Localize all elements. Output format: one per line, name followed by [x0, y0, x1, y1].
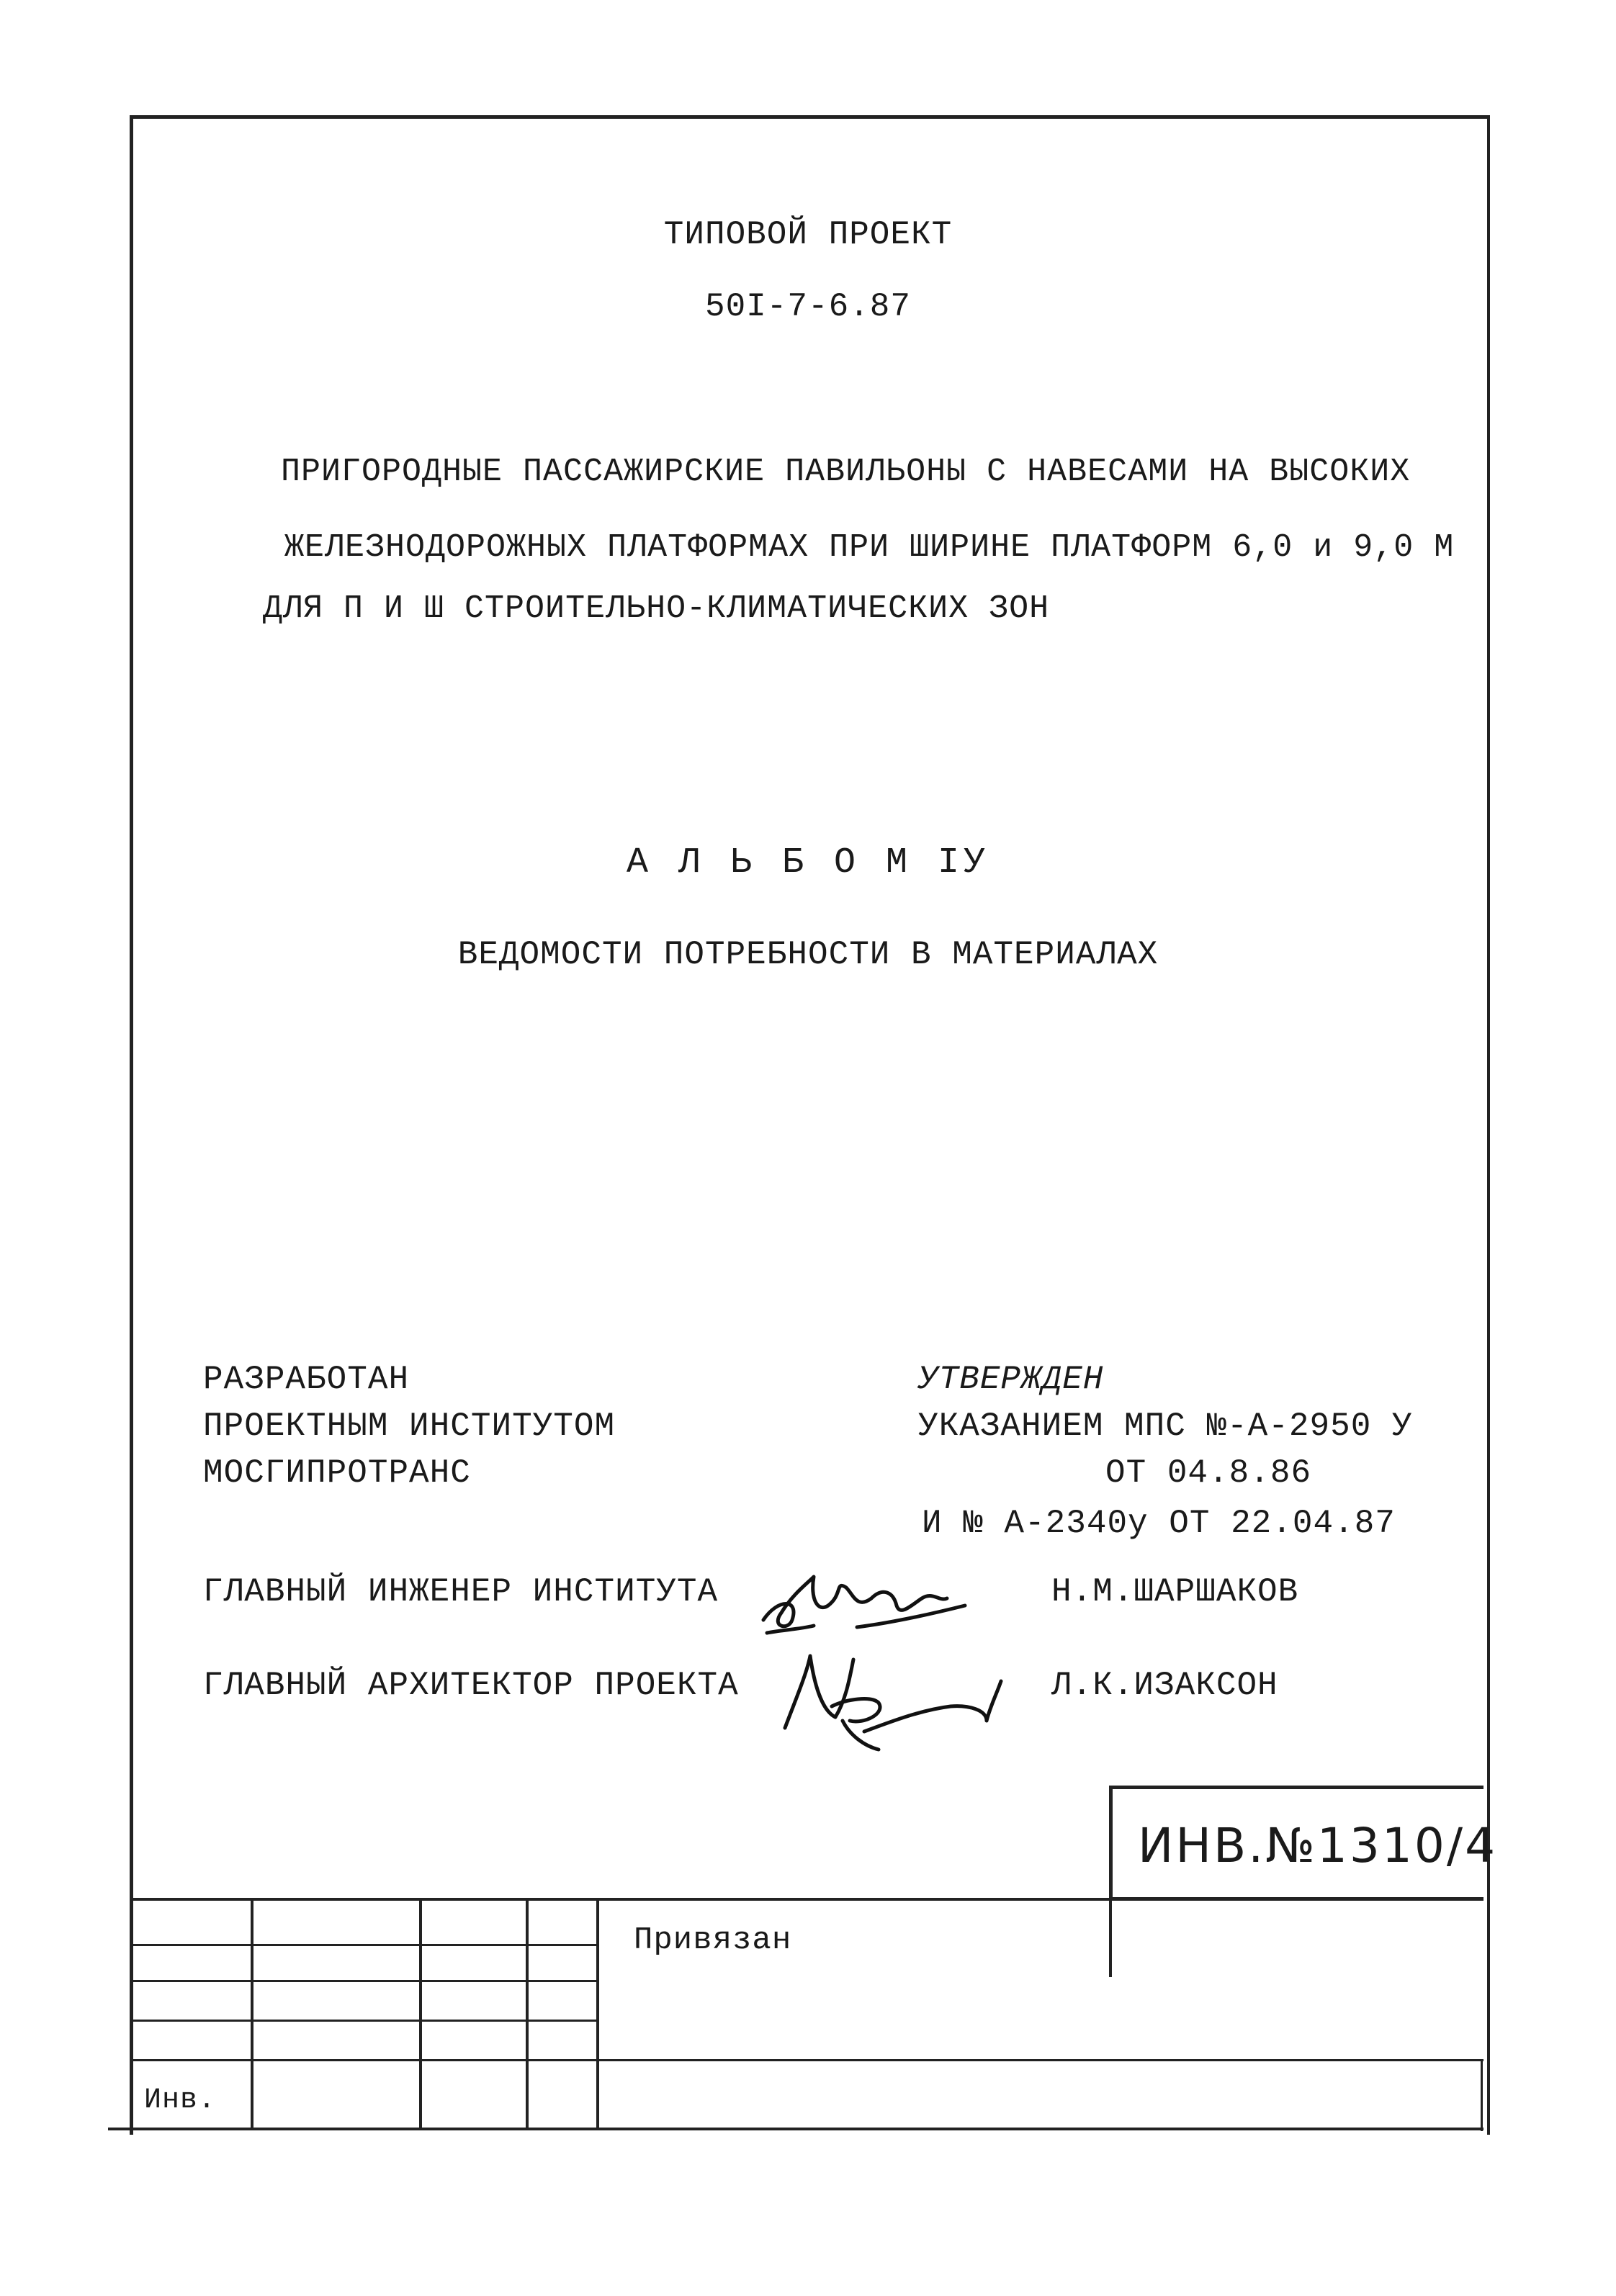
inventory-number: ИНВ.№1310/4 — [1138, 1818, 1498, 1873]
stamp-col-line — [419, 1898, 422, 2128]
stamp-col-line — [596, 1898, 599, 2128]
approval-line-1: УТВЕРЖДЕН — [918, 1361, 1104, 1398]
inv-label: Инв. — [144, 2084, 217, 2117]
developer-line-2: ПРОЕКТНЫМ ИНСТИТУТОМ — [203, 1408, 616, 1445]
title-line-1: ПРИГОРОДНЫЕ ПАССАЖИРСКИЕ ПАВИЛЬОНЫ С НАВЕСАМИ НА ВЫСОКИХ — [281, 454, 1411, 490]
album-subtitle: ВЕДОМОСТИ ПОТРЕБНОСТИ В МАТЕРИАЛАХ — [457, 936, 1159, 973]
chief-engineer-signature — [749, 1555, 994, 1649]
project-number: 50I-7-6.87 — [704, 288, 912, 325]
stamp-col-line — [1481, 2059, 1483, 2131]
stamp-top-line — [130, 1898, 1483, 1901]
stamp-col-line — [251, 1898, 253, 2128]
chief-architect-name: Л.К.ИЗАКСОН — [1051, 1667, 1278, 1704]
approval-line-2: УКАЗАНИЕМ МПС №-А-2950 У — [918, 1408, 1413, 1445]
approval-line-4: И № А-2340у ОТ 22.04.87 — [922, 1505, 1396, 1542]
album-label: А Л Ь Б О М IУ — [626, 842, 990, 883]
developer-line-1: РАЗРАБОТАН — [203, 1361, 410, 1398]
project-type: ТИПОВОЙ ПРОЕКТ — [663, 216, 953, 253]
stamp-bottom-line — [108, 2128, 1483, 2130]
bound-label: Привязан — [634, 1922, 792, 1958]
chief-architect-signature — [771, 1642, 1030, 1757]
stamp-row-line — [130, 2059, 1483, 2061]
stamp-col-line — [526, 1898, 529, 2128]
chief-engineer-name: Н.М.ШАРШАКОВ — [1051, 1573, 1299, 1611]
chief-engineer-role: ГЛАВНЫЙ ИНЖЕНЕР ИНСТИТУТА — [203, 1573, 719, 1611]
approval-line-3: ОТ 04.8.86 — [1105, 1454, 1312, 1492]
developer-line-3: МОСГИПРОТРАНС — [203, 1454, 471, 1492]
stamp-col-line — [1109, 1898, 1112, 1977]
title-line-3: ДЛЯ П И Ш СТРОИТЕЛЬНО-КЛИМАТИЧЕСКИХ ЗОН — [263, 590, 1050, 627]
title-line-2: ЖЕЛЕЗНОДОРОЖНЫХ ПЛАТФОРМАХ ПРИ ШИРИНЕ ПЛАТФОРМ 6,0 и 9,0 М — [284, 529, 1455, 566]
chief-architect-role: ГЛАВНЫЙ АРХИТЕКТОР ПРОЕКТА — [203, 1667, 739, 1704]
